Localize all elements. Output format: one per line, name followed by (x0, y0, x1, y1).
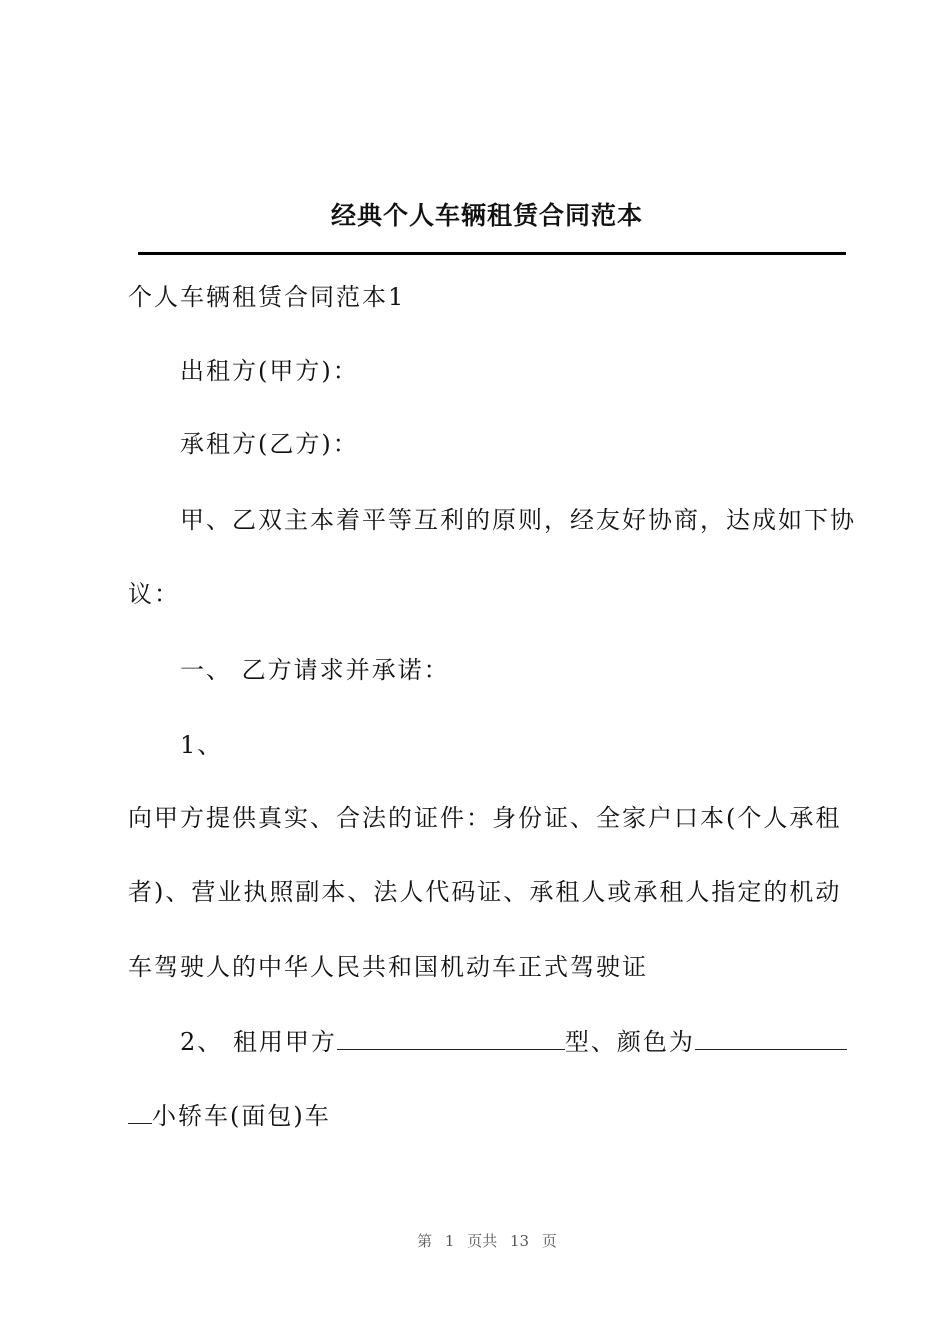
page-footer: 第 1 页共 13 页 (417, 1232, 557, 1250)
item-one-number: 1、 (180, 731, 224, 759)
item-one-text-line-3: 车驾驶人的中华人民共和国机动车正式驾驶证 (128, 953, 648, 981)
preamble-line-2: 议： (128, 580, 180, 608)
section-heading: 个人车辆租赁合同范本1 (128, 283, 406, 311)
title-underline (138, 252, 846, 255)
item-two-line-1 (180, 1027, 847, 1057)
preamble-line-1: 甲、乙双主本着平等互利的原则，经友好协商，达成如下协 (180, 506, 856, 534)
item-one-text-line-2: 者)、营业执照副本、法人代码证、承租人或承租人指定的机动 (128, 878, 842, 906)
clause-one-heading: 一、 乙方请求并承诺： (180, 656, 450, 684)
item-two-prefix: 2、 租用甲方 (180, 1028, 337, 1056)
color-blank-continued (128, 1101, 152, 1124)
item-two-middle: 型、颜色为 (564, 1028, 695, 1056)
lessor-line: 出租方(甲方)： (180, 357, 359, 385)
item-two-suffix: 小轿车(面包)车 (152, 1102, 331, 1130)
lessee-line: 承租方(乙方)： (180, 430, 359, 458)
item-one-text-line-1: 向甲方提供真实、合法的证件：身份证、全家户口本(个人承租 (128, 804, 842, 832)
document-title: 经典个人车辆租赁合同范本 (330, 201, 643, 230)
item-two-line-2 (128, 1101, 331, 1131)
model-blank (337, 1027, 565, 1050)
color-blank (695, 1027, 847, 1050)
